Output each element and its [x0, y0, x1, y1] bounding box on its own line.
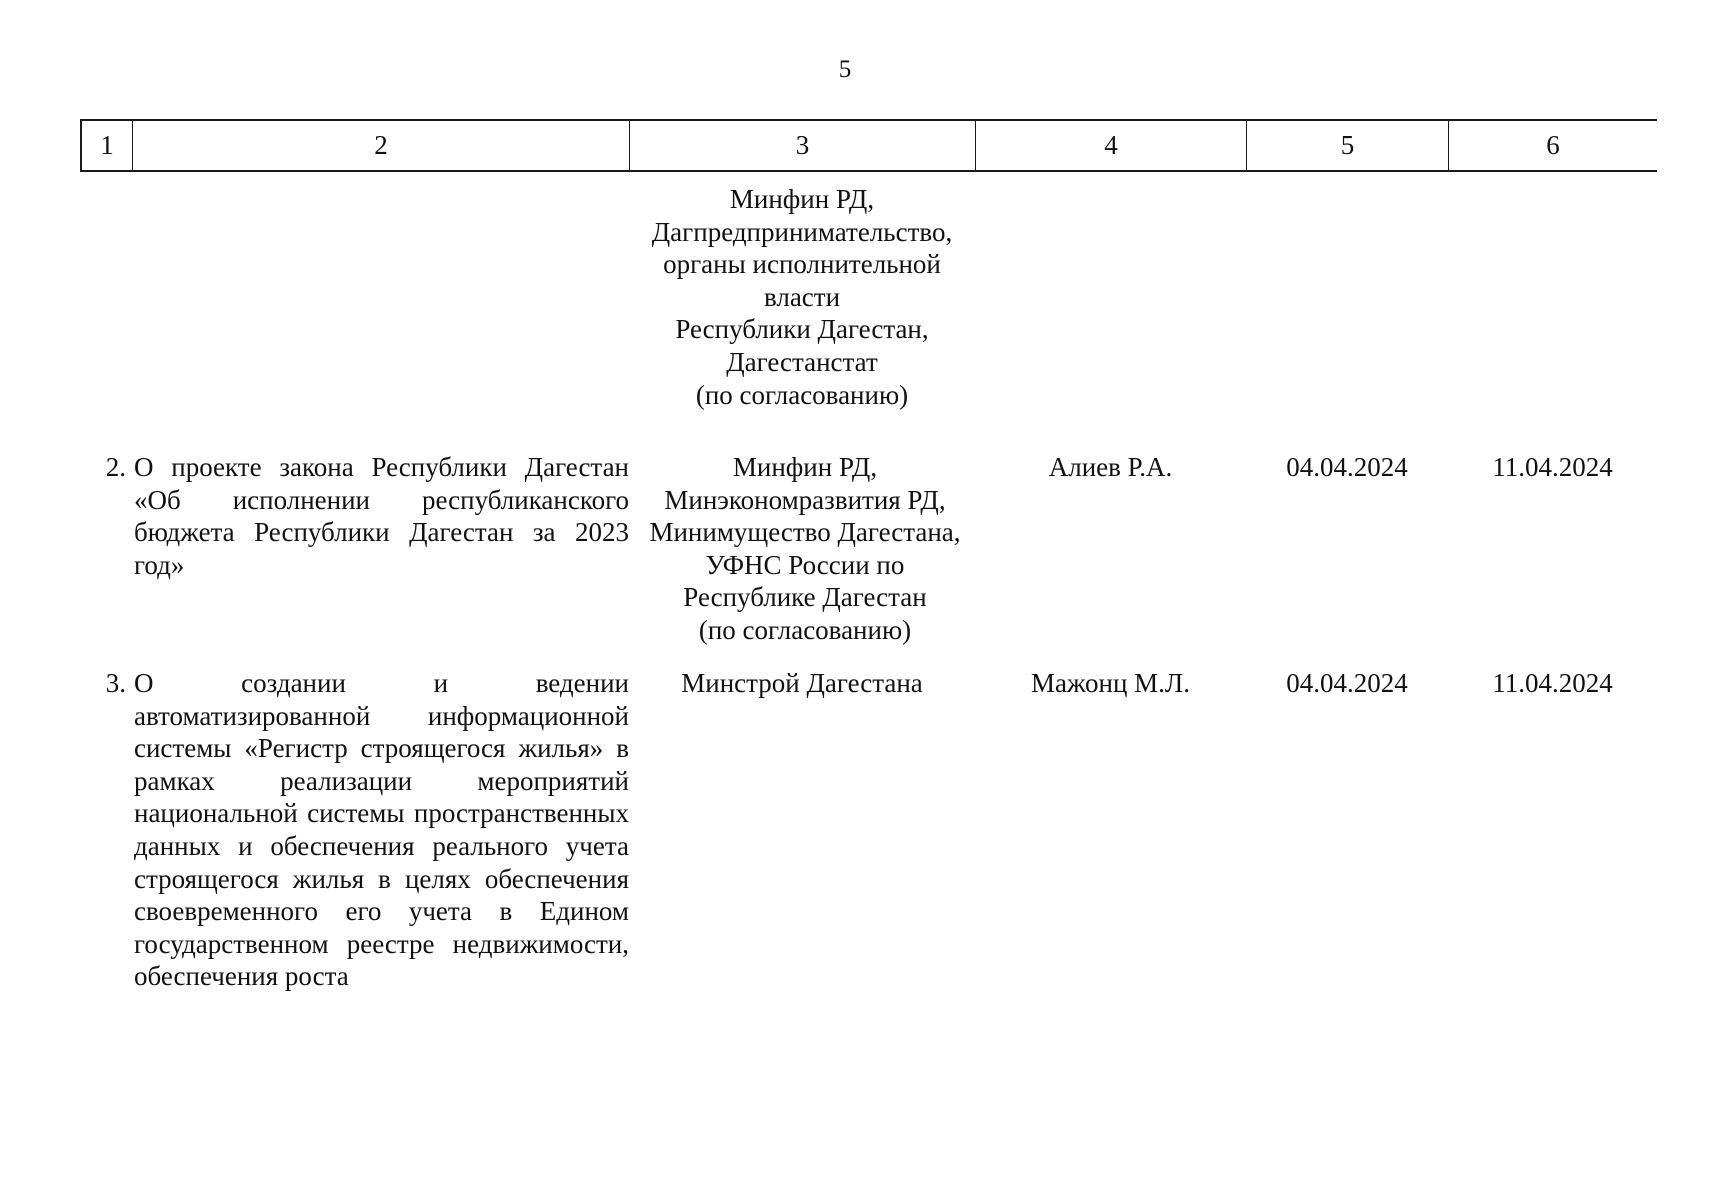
row-responsible: Алиев Р.А.: [1048, 452, 1173, 482]
executor-line: (по согласованию): [695, 379, 909, 410]
column-header-4: 4: [975, 121, 1246, 170]
executor-line: Республики Дагестан,: [675, 314, 929, 345]
executor-line: Республике Дагестан: [683, 582, 927, 613]
row-date-2: 11.04.2024: [1492, 668, 1613, 698]
executor-line: УФНС России по: [705, 549, 905, 580]
column-header-5: 5: [1246, 121, 1448, 170]
page-number: 5: [838, 56, 852, 83]
table-row: [80, 667, 1657, 993]
column-header-1: 1: [80, 121, 132, 170]
executor-line: власти: [763, 281, 841, 312]
row-date-2: 11.04.2024: [1492, 452, 1613, 482]
executor-line: органы исполнительной: [663, 249, 941, 280]
executor-line: (по согласованию): [698, 614, 912, 645]
row-responsible: Мажонц М.Л.: [1031, 668, 1190, 698]
column-header-3: 3: [629, 121, 975, 170]
executor-line: Минэкономразвития РД,: [664, 484, 946, 515]
row-title: [132, 183, 629, 411]
table-row-continuation: [80, 183, 1657, 411]
executor-line: Минимущество Дагестана,: [649, 517, 961, 548]
row-title: О проекте закона Республики Дагестан «Об исполнении республиканского бюджета Республики Дагестан за 2023 год»: [134, 452, 629, 580]
column-header-6: 6: [1448, 121, 1657, 170]
row-executors: [629, 183, 975, 411]
executor-line: Дагестанстат: [726, 346, 878, 377]
table-header: [80, 119, 1657, 172]
row-title: О создании и ведении автоматизированной информационной системы «Регистр строящегося жилья» в рамках реализации мероприятий национальной системы пространственных данных и обеспечения реального учета строящегося жилья в целях обеспечения своевременного его учета в Едином государственном реестре недвижимости, обеспечения роста: [134, 668, 629, 992]
executor-line: Дагпредпринимательство,: [651, 216, 953, 247]
executor-line: Минфин РД,: [732, 452, 878, 482]
executor-line: Минфин РД,: [729, 184, 875, 214]
row-executors: [629, 451, 975, 647]
column-header-2: 2: [132, 121, 629, 170]
executor-line: Минстрой Дагестана: [681, 668, 923, 698]
table-row: [80, 451, 1657, 647]
row-executors: [629, 667, 975, 993]
row-number: [80, 183, 132, 411]
row-number: 2.: [105, 452, 126, 482]
row-date-1: 04.04.2024: [1286, 668, 1408, 698]
row-date-1: 04.04.2024: [1286, 452, 1408, 482]
row-number: 3.: [105, 668, 126, 698]
